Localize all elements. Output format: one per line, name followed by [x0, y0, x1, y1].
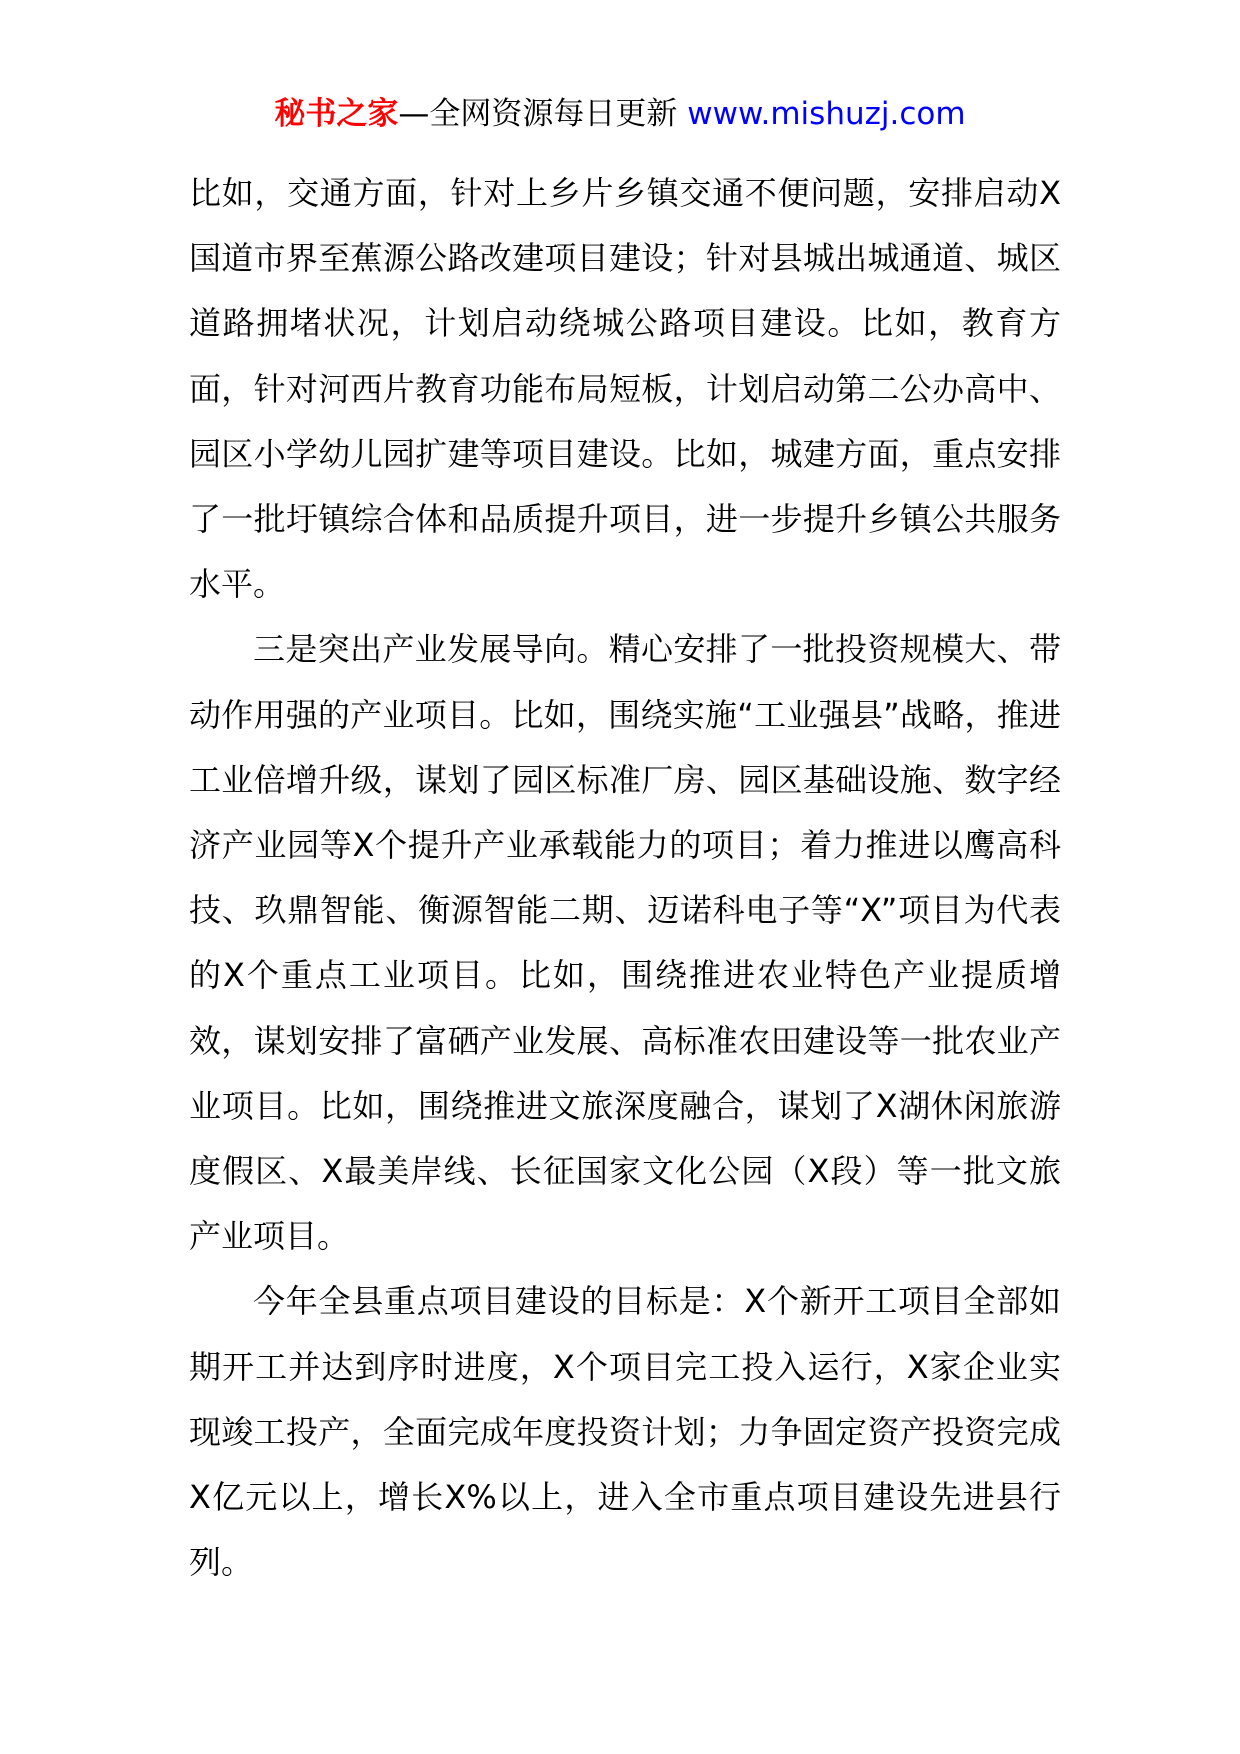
paragraph-industry-development: 三是突出产业发展导向。精心安排了一批投资规模大、带动作用强的产业项目。比如，围绕实施“工业强县”战略，推进工业倍增升级，谋划了园区标准厂房、园区基础设施、数字经济产业园等X个提升产业承载能力的项目；着力推进以鹰高科技、玖鼎智能、衡源智能二期、迈诺科电子等“X”项目为代表的X个重点工业项目。比如，围绕推进农业特色产业提质增效，谋划安排了富硒产业发展、高标准农田建设等一批农业产业项目。比如，围绕推进文旅深度融合，谋划了X湖休闲旅游度假区、X最美岸线、长征国家文化公园（X段）等一批文旅产业项目。: [189, 630, 1061, 1256]
paragraph-annual-targets: 今年全县重点项目建设的目标是：X个新开工项目全部如期开工并达到序时进度，X个项目完工投入运行，X家企业实现竣工投产，全面完成年度投资计划；力争固定资产投资完成X亿元以上，增长X%以上，进入全市重点项目建设先进县行列。: [189, 1282, 1061, 1582]
site-url-link[interactable]: www.mishuzj.com: [687, 96, 966, 132]
document-body: [189, 161, 1061, 1595]
header-tagline: —全网资源每日更新: [398, 96, 678, 132]
brand-name: 秘书之家: [274, 96, 399, 132]
page-header: [0, 92, 1240, 136]
paragraph-transport-education-urban: 比如，交通方面，针对上乡片乡镇交通不便问题，安排启动X国道市界至蕉源公路改建项目建设；针对县城出城通道、城区道路拥堵状况，计划启动绕城公路项目建设。比如，教育方面，针对河西片教育功能布局短板，计划启动第二公办高中、园区小学幼儿园扩建等项目建设。比如，城建方面，重点安排了一批圩镇综合体和品质提升项目，进一步提升乡镇公共服务水平。: [189, 174, 1061, 604]
